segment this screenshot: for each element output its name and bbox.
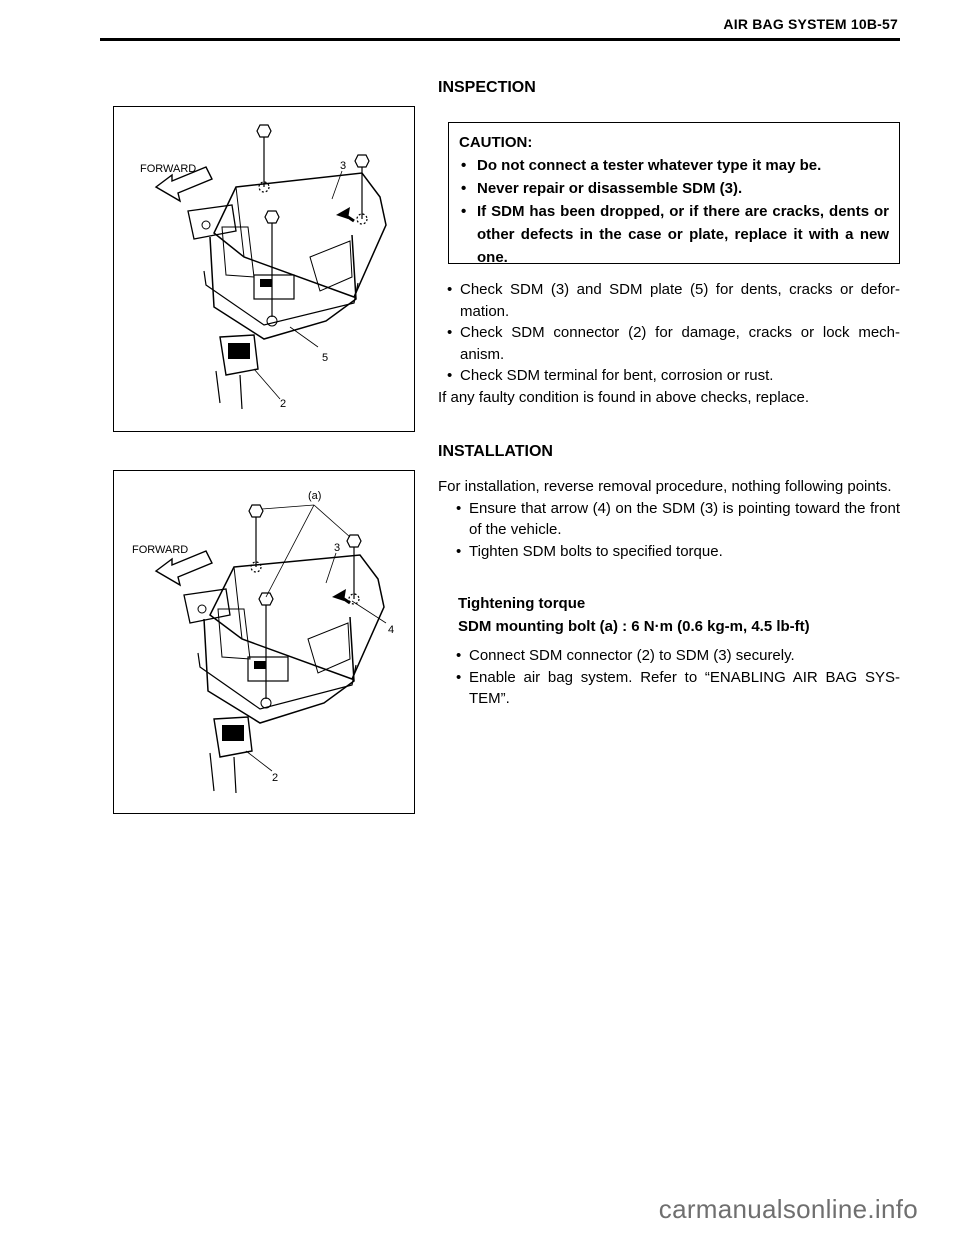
installation-final-steps	[438, 645, 900, 710]
callout-3: 3	[340, 160, 347, 172]
header-rule	[100, 38, 900, 41]
caution-box	[448, 122, 900, 264]
installation-intro: For installation, reverse removal procedure, nothing following points.	[438, 478, 892, 495]
install-step: • Connect SDM connector (2) to SDM (3) securely.	[438, 645, 900, 667]
install-step: • Tighten SDM bolts to specified torque.	[438, 541, 900, 563]
installation-figure	[113, 470, 415, 814]
callout-a: (a)	[308, 490, 322, 502]
watermark: carmanualsonline.info	[658, 1194, 918, 1224]
torque-value: SDM mounting bolt (a) : 6 N·m (0.6 kg-m, 4.5 lb-ft)	[458, 618, 810, 635]
caution-item: • Do not connect a tester whatever type it may be.	[459, 154, 889, 177]
forward-arrow-icon	[156, 551, 212, 585]
caution-item: • If SDM has been dropped, or if there are cracks, dents or other defects in the case or plate, replace it with a new one.	[459, 200, 889, 269]
sdm-inspection-illustration	[114, 107, 414, 431]
inspection-conclusion: If any faulty condition is found in above checks, replace.	[438, 388, 810, 406]
install-step: • Enable air bag system. Refer to “ENABLING AIR BAG SYS-TEM”.	[438, 667, 900, 710]
caution-item: • Never repair or disassemble SDM (3).	[459, 177, 889, 200]
check-item: • Check SDM terminal for bent, corrosion or rust.	[438, 365, 900, 387]
page-header-title: AIR BAG SYSTEM 10B-57	[723, 16, 898, 32]
callout-2: 2	[272, 772, 279, 784]
forward-label: FORWARD	[132, 544, 189, 556]
caution-title: CAUTION:	[459, 134, 533, 151]
callout-4: 4	[388, 624, 395, 636]
callout-3: 3	[334, 542, 341, 554]
callout-2: 2	[280, 398, 287, 410]
inspection-figure	[113, 106, 415, 432]
torque-label: Tightening torque	[458, 595, 586, 612]
inspection-heading: INSPECTION	[438, 79, 536, 96]
check-item: • Check SDM connector (2) for damage, cracks or lock mech-anism.	[438, 322, 900, 365]
check-item: • Check SDM (3) and SDM plate (5) for dents, cracks or defor-mation.	[438, 279, 900, 322]
callout-5: 5	[322, 352, 329, 364]
install-step: • Ensure that arrow (4) on the SDM (3) is pointing toward the front of the vehicle.	[438, 498, 900, 541]
forward-label: FORWARD	[140, 163, 197, 175]
sdm-installation-illustration	[114, 471, 414, 813]
installation-heading: INSTALLATION	[438, 443, 553, 460]
torque-spec	[458, 592, 810, 638]
inspection-checks	[438, 279, 900, 408]
installation-intro-block	[438, 476, 900, 562]
